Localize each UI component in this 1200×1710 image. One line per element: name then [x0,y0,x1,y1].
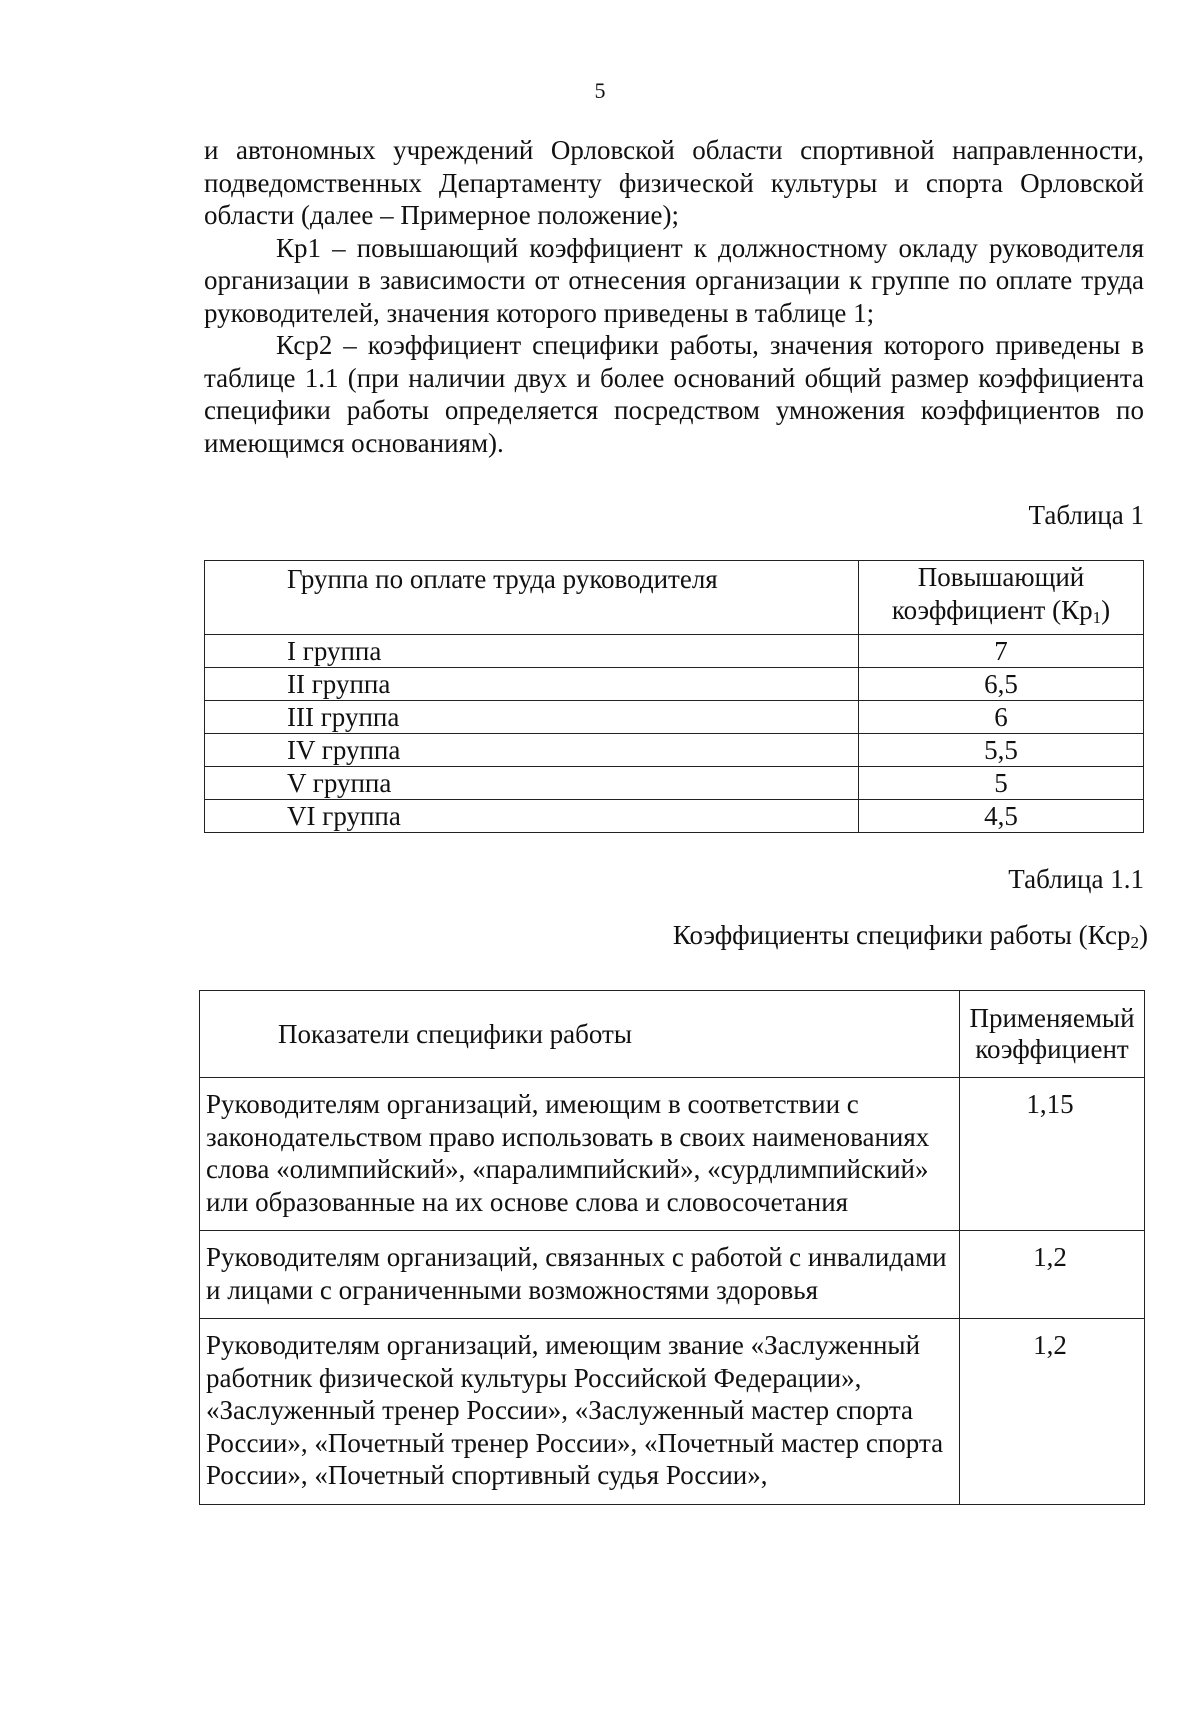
coefficient-cell: 4,5 [859,800,1144,833]
table-row [200,1078,1145,1231]
table2-header-row [200,991,1145,1078]
table2-heading [673,920,1148,953]
table1-header-close: ) [1101,595,1111,625]
table1-header-coefficient-line2: коэффициент (Кр [891,595,1093,625]
table2 [199,990,1145,1505]
table2-heading-subscript: 2 [1130,933,1139,952]
table2-header-coefficient [960,991,1145,1078]
coefficient-cell: 1,2 [960,1231,1145,1319]
indicator-cell: Руководителям организаций, связанных с работой с инвалидами и лицами с ограниченными возможностями здоровья [200,1231,960,1319]
group-cell: I группа [205,635,859,668]
table-row [205,701,1144,734]
paragraph-continuation: и автономных учреждений Орловской области спортивной направленности, подведомственных Департаменту физической культуры и спорта Орловской области (далее – Примерное положение); [204,135,1144,230]
table1 [204,560,1144,833]
table1-header-subscript: 1 [1092,608,1102,627]
group-cell: IV группа [205,734,859,767]
page-number: 5 [594,78,606,103]
table2-heading-text: Коэффициенты специфики работы (Кср [672,920,1131,950]
indicator-cell: Руководителям организаций, имеющим звание «Заслуженный работник физической культуры Российской Федерации», «Заслуженный тренер России», «Заслуженный мастер спорта России», «Почетный тренер России», «Почетный мастер спорта России», «Почетный спортивный судья России», [200,1319,960,1505]
group-cell: VI группа [205,800,859,833]
body-text [204,134,1144,459]
coefficient-cell: 5 [859,767,1144,800]
table1-header-row [205,561,1144,635]
table1-header-coefficient [859,561,1144,635]
table1-caption: Таблица 1 [1028,500,1144,530]
group-cell: V группа [205,767,859,800]
table2-header-coefficient-line1: Применяемый [969,1003,1135,1033]
table1-header-group: Группа по оплате труда руководителя [205,561,859,635]
group-cell: II группа [205,668,859,701]
table-row [200,1319,1145,1505]
coefficient-cell: 1,15 [960,1078,1145,1231]
table2-header-indicators: Показатели специфики работы [200,991,960,1078]
paragraph-ksr2: Кср2 – коэффициент специфики работы, значения которого приведены в таблице 1.1 (при наличии двух и более оснований общий размер коэффициента специфики работы определяется посредством умножения коэффициентов по имеющимся основаниям). [204,330,1144,458]
table2-header-coefficient-line2: коэффициент [975,1034,1129,1064]
table-row [205,668,1144,701]
group-cell: III группа [205,701,859,734]
coefficient-cell: 6,5 [859,668,1144,701]
indicator-cell: Руководителям организаций, имеющим в соответствии с законодательством право использовать в своих наименованиях слова «олимпийский», «паралимпийский», «сурдлимпийский» или образованные на их основе слова и словосочетания [200,1078,960,1231]
table-row [205,635,1144,668]
table2-caption: Таблица 1.1 [1008,864,1144,894]
table-row [205,800,1144,833]
table-row [205,734,1144,767]
coefficient-cell: 7 [859,635,1144,668]
coefficient-cell: 6 [859,701,1144,734]
table1-header-coefficient-line1: Повышающий [917,562,1085,592]
table-row [200,1231,1145,1319]
coefficient-cell: 5,5 [859,734,1144,767]
table2-heading-close: ) [1139,920,1148,950]
table-row [205,767,1144,800]
paragraph-kr1: Кр1 – повышающий коэффициент к должностному окладу руководителя организации в зависимости от отнесения организации к группе по оплате труда руководителей, значения которого приведены в таблице 1; [204,232,1144,328]
coefficient-cell: 1,2 [960,1319,1145,1505]
